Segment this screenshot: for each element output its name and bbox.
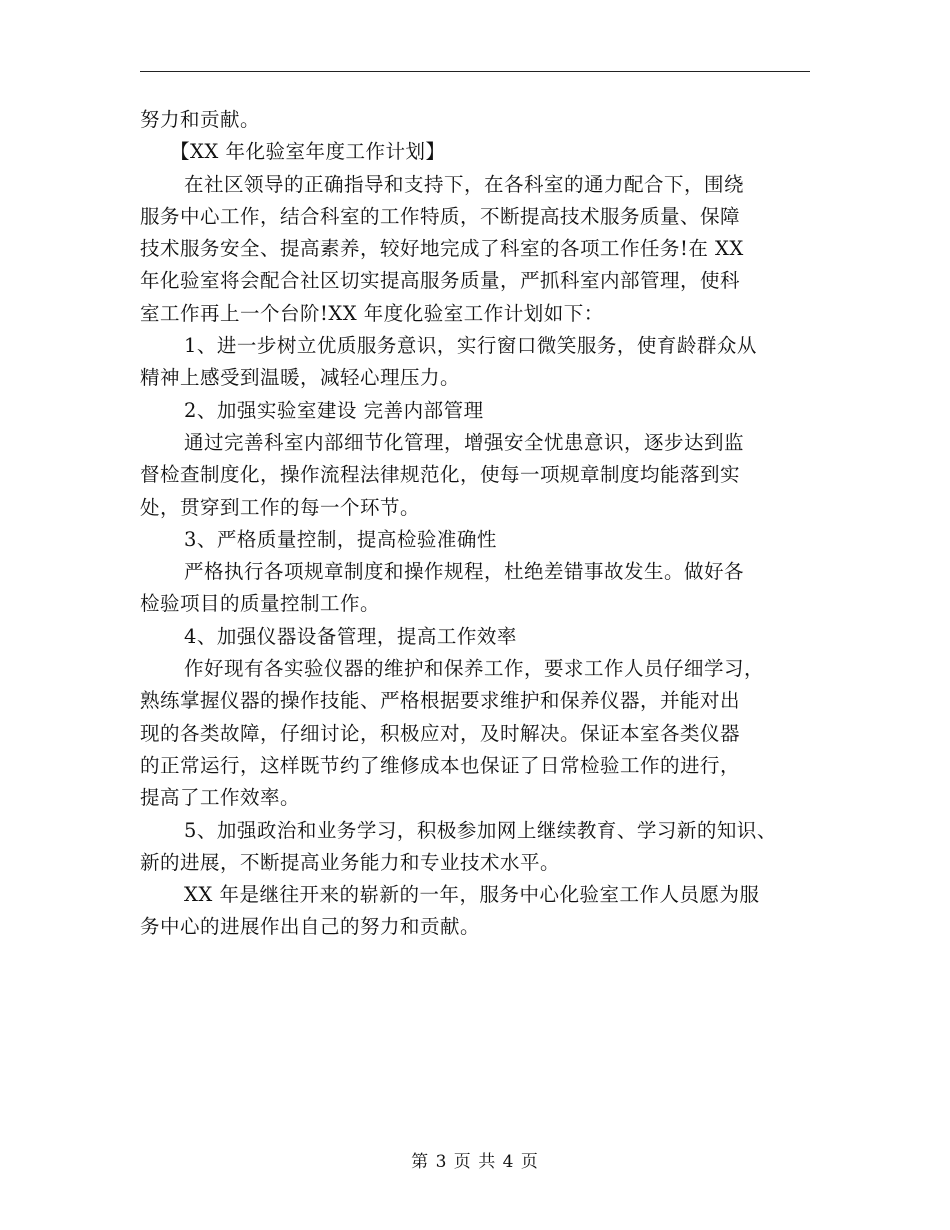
list-item-heading: 5、加强政治和业务学习，积极参加网上继续教育、学习新的知识、: [184, 818, 777, 842]
text-line: 努力和贡献。: [140, 108, 261, 131]
list-item-heading: 1、进一步树立优质服务意识，实行窗口微笑服务，使育龄群众从: [184, 334, 757, 358]
text-line: 的正常运行，这样既节约了维修成本也保证了日常检验工作的进行，: [140, 753, 741, 777]
text-line: 服务中心工作，结合科室的工作特质，不断提高技术服务质量、保障: [140, 204, 741, 228]
page-number-footer: 第 3 页 共 4 页: [411, 1152, 539, 1172]
text-line: 督检查制度化，操作流程法律规范化，使每一项规章制度均能落到实: [140, 463, 741, 487]
text-line: 技术服务安全、提高素养，较好地完成了科室的各项工作任务!在 XX: [140, 237, 744, 261]
text-line: 室工作再上一个台阶!XX 年度化验室工作计划如下：: [140, 301, 604, 325]
text-line: 检验项目的质量控制工作。: [140, 592, 381, 616]
text-line: 年化验室将会配合社区切实提高服务质量，严抓科室内部管理，使科: [140, 269, 741, 293]
text-line: 务中心的进展作出自己的努力和贡献。: [140, 915, 481, 939]
text-line: 提高了工作效率。: [140, 786, 301, 810]
paragraph-start: XX 年是继往开来的崭新的一年，服务中心化验室工作人员愿为服: [184, 883, 760, 907]
paragraph-start: 作好现有各实验仪器的维护和保养工作，要求工作人员仔细学习，: [184, 657, 765, 681]
text-line: 精神上感受到温暖，减轻心理压力。: [140, 366, 461, 390]
paragraph-start: 在社区领导的正确指导和支持下，在各科室的通力配合下，围绕: [184, 172, 745, 196]
text-line: 熟练掌握仪器的操作技能、严格根据要求维护和保养仪器，并能对出: [140, 689, 741, 713]
paragraph-start: 严格执行各项规章制度和操作规程，杜绝差错事故发生。做好各: [184, 560, 745, 584]
document-body: [140, 104, 830, 944]
text-line: 处，贯穿到工作的每一个环节。: [140, 495, 421, 519]
list-item-heading: 3、严格质量控制，提高检验准确性: [184, 527, 497, 551]
section-heading: 【XX 年化验室年度工作计划】: [170, 140, 446, 164]
text-line: 新的进展，不断提高业务能力和专业技术水平。: [140, 850, 561, 874]
list-item-heading: 2、加强实验室建设 完善内部管理: [184, 398, 484, 422]
list-item-heading: 4、加强仪器设备管理，提高工作效率: [184, 624, 517, 648]
text-line: 现的各类故障，仔细讨论，积极应对，及时解决。保证本室各类仪器: [140, 721, 741, 745]
header-rule: [140, 71, 810, 72]
paragraph-start: 通过完善科室内部细节化管理，增强安全忧患意识，逐步达到监: [184, 430, 745, 454]
